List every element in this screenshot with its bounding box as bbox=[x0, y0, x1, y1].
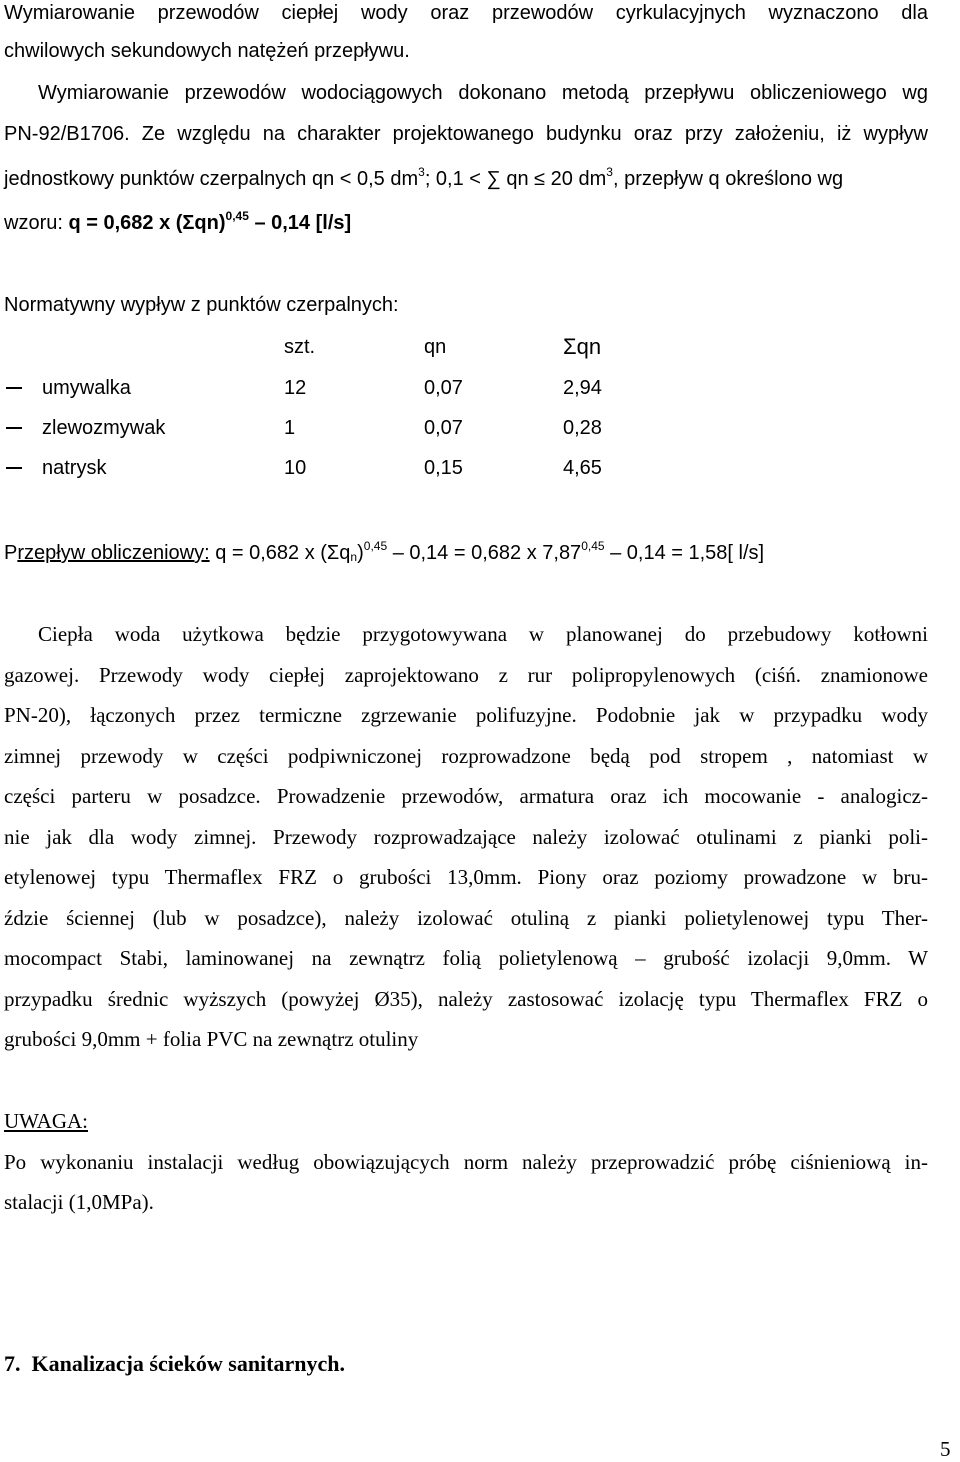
paragraph-line: nie jak dla wody zimnej. Przewody rozprowadzające należy izolować otulinami z pianki poli- bbox=[4, 825, 928, 849]
paragraph-line: ździe ściennej (lub w posadzce), należy izolować otuliną z pianki polietylenowej typu Ther- bbox=[4, 906, 928, 930]
section-number: 7. bbox=[4, 1351, 21, 1376]
paragraph-line: PN-20), łączonych przez termiczne zgrzewanie polifuzyjne. Podobnie jak w przypadku wody bbox=[4, 703, 928, 727]
intro-line: Wymiarowanie przewodów ciepłej wody oraz przewodów cyrkulacyjnych wyznaczono dla bbox=[4, 2, 928, 24]
row-szt: 10 bbox=[284, 457, 307, 479]
col-header-sum-qn: Σqn bbox=[563, 334, 602, 359]
paragraph-line: mocompact Stabi, laminowanej na zewnątrz folią polietylenową – grubość izolacji 9,0mm. W bbox=[4, 946, 928, 970]
note-title: UWAGA: bbox=[4, 1109, 88, 1133]
paragraph-line: grubości 9,0mm + folia PVC na zewnątrz otuliny bbox=[4, 1027, 419, 1051]
paragraph-line: części parteru w posadzce. Prowadzenie przewodów, armatura oraz ich mocowanie - analogicz- bbox=[4, 784, 928, 808]
row-szt: 1 bbox=[284, 417, 296, 439]
formula: q = 0,682 x $(\Sigma qn)^{0,45} - 0,14$ [l/s] bbox=[68, 209, 352, 234]
note-line: Po wykonaniu instalacji według obowiązujących norm należy przeprowadzić próbę ciśnieniową in- bbox=[4, 1150, 928, 1174]
calculated-flow-label: rzepływ obliczeniowy: bbox=[17, 542, 210, 564]
row-qn: 0,15 bbox=[424, 457, 463, 479]
col-header-szt: szt. bbox=[284, 336, 316, 358]
section-title: Kanalizacja ścieków sanitarnych. bbox=[31, 1351, 345, 1376]
paragraph-line: gazowej. Przewody wody ciepłej zaprojektowano z rur polipropylenowych (ciśń. znamionowe bbox=[4, 663, 928, 687]
section-heading bbox=[4, 1351, 345, 1377]
paragraph-line: zimnej przewody w części podpiwniczonej rozprowadzone będą pod stropem , natomiast w bbox=[4, 744, 928, 768]
row-name: zlewozmywak bbox=[42, 417, 166, 439]
row-sum: 4,65 bbox=[563, 457, 602, 479]
norm-title: Normatywny wypływ z punktów czerpalnych: bbox=[4, 294, 399, 316]
row-qn: 0,07 bbox=[424, 417, 463, 439]
dash-bullet bbox=[6, 467, 22, 469]
intro-line: Wymiarowanie przewodów wodociągowych dokonano metodą przepływu obliczeniowego wg bbox=[38, 82, 928, 104]
row-szt: 12 bbox=[284, 377, 307, 399]
row-name: natrysk bbox=[42, 457, 107, 479]
note-line: stalacji (1,0MPa). bbox=[4, 1190, 154, 1214]
col-header-qn: qn bbox=[424, 336, 447, 358]
paragraph-line: przypadku średnic wyższych (powyżej Ø35), należy zastosować izolację typu Thermaflex FRZ o bbox=[4, 987, 928, 1011]
intro-line: PN-92/B1706. Ze względu na charakter projektowanego budynku oraz przy założeniu, iż wypływ bbox=[4, 123, 928, 145]
dash-bullet bbox=[6, 387, 22, 389]
formula-line: wzoru: q = 0,682 x $(\Sigma qn)^{0,45} - 0,14$ [l/s] bbox=[4, 209, 352, 234]
page-number: 5 bbox=[940, 1437, 951, 1461]
paragraph-line: Ciepła woda użytkowa będzie przygotowywana w planowanej do przebudowy kotłowni bbox=[38, 622, 928, 646]
row-qn: 0,07 bbox=[424, 377, 463, 399]
calculated-flow-line: Przepływ obliczeniowy: q = 0,682 x $(\Sigma q_n)^{0,45} - 0,14 = 0,682$ x 7,87$^{0,45}$ – 0,14 = 1,58[ l/s] bbox=[4, 539, 765, 564]
row-name: umywalka bbox=[42, 377, 131, 399]
row-sum: 0,28 bbox=[563, 417, 602, 439]
intro-formula-line: jednostkowy punktów czerpalnych qn < 0,5 $dm^3$; 0,1 < ∑ qn ≤ 20 $dm^3$, przepływ q określono wg bbox=[4, 165, 844, 190]
intro-line: chwilowych sekundowych natężeń przepływu. bbox=[4, 40, 410, 62]
row-sum: 2,94 bbox=[563, 377, 602, 399]
paragraph-line: etylenowej typu Thermaflex FRZ o grubości 13,0mm. Piony oraz poziomy prowadzone w bru- bbox=[4, 865, 928, 889]
dash-bullet bbox=[6, 427, 22, 429]
